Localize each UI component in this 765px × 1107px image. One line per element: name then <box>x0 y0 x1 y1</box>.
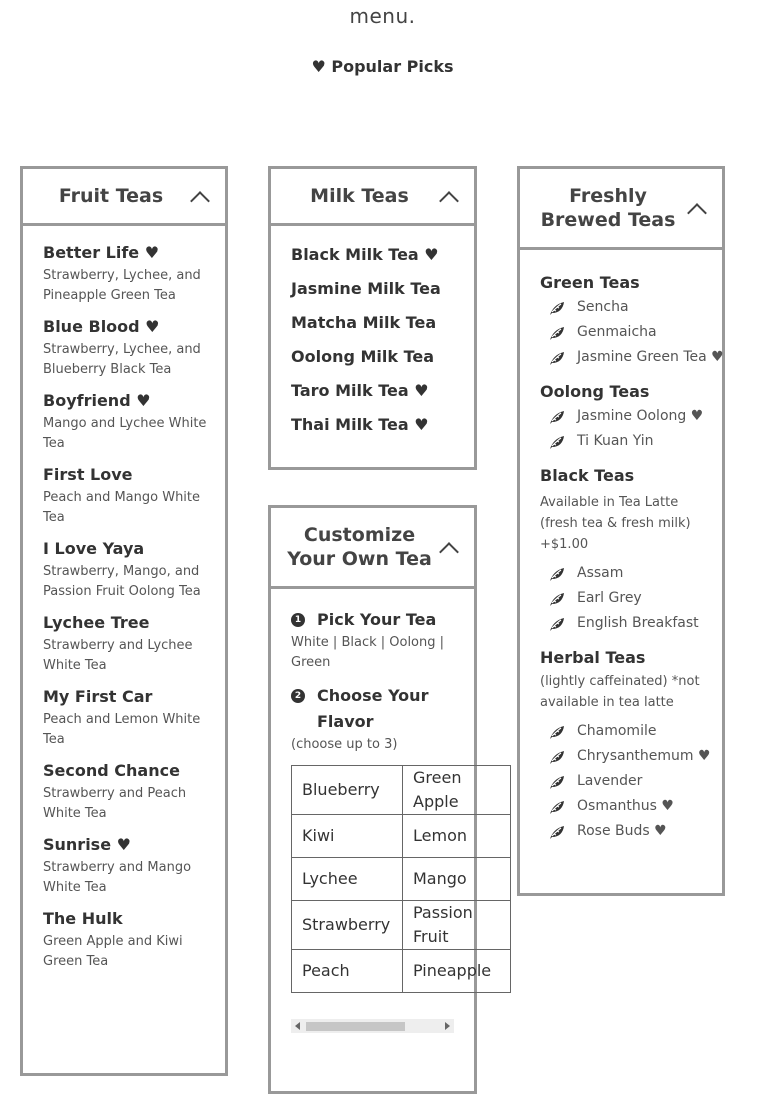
flavor-cell[interactable]: Blueberry <box>292 766 403 815</box>
tea-item[interactable] <box>540 587 708 612</box>
flavor-cell[interactable]: Green Apple <box>403 766 511 815</box>
item-name: Boyfriend ♥ <box>43 391 151 410</box>
tea-name: Osmanthus ♥ <box>577 798 674 814</box>
milk-teas-title: Milk Teas <box>310 185 409 207</box>
tea-name: Earl Grey <box>577 590 642 606</box>
tea-item[interactable] <box>540 795 708 820</box>
item-description: Strawberry and Mango White Tea <box>43 860 192 895</box>
fruit-tea-item[interactable] <box>43 465 207 528</box>
step-number-badge: 1 <box>291 613 305 627</box>
item-name: Better Life ♥ <box>43 243 160 262</box>
flavor-cell[interactable]: Lemon <box>403 815 511 858</box>
leaf-icon <box>549 409 565 425</box>
item-description: Strawberry, Mango, and Passion Fruit Oolong Tea <box>43 564 201 599</box>
tea-name: Chamomile <box>577 723 657 739</box>
table-row <box>292 766 511 815</box>
table-row <box>292 815 511 858</box>
fruit-teas-list <box>23 226 225 972</box>
fruit-tea-item[interactable] <box>43 687 207 750</box>
flavor-cell[interactable]: Peach <box>292 950 403 993</box>
leaf-icon <box>549 325 565 341</box>
item-name: Sunrise ♥ <box>43 835 131 854</box>
leaf-icon <box>549 724 565 740</box>
tea-item[interactable] <box>540 745 711 770</box>
customize-header[interactable] <box>271 508 474 589</box>
customize-title: Customize Your Own Tea <box>287 524 432 570</box>
item-name: Blue Blood ♥ <box>43 317 160 336</box>
fruit-tea-item[interactable] <box>43 317 207 380</box>
leaf-icon <box>549 350 565 366</box>
herbal-teas-heading: Herbal Teas <box>540 648 646 667</box>
tea-name: Assam <box>577 565 624 581</box>
item-description: Green Apple and Kiwi Green Tea <box>43 934 183 969</box>
tea-item[interactable] <box>540 612 708 637</box>
fruit-tea-item[interactable] <box>43 243 207 306</box>
leaf-icon <box>549 434 565 450</box>
fruit-tea-item[interactable] <box>43 909 207 972</box>
step-choose-flavor <box>291 683 456 735</box>
flavor-table-scroll[interactable] <box>291 765 492 993</box>
tea-item[interactable] <box>540 820 708 845</box>
leaf-icon <box>549 799 565 815</box>
customize-panel <box>268 505 492 1094</box>
step-title: Choose Your Flavor <box>317 686 429 731</box>
chevron-up-icon[interactable] <box>439 191 459 211</box>
leaf-icon <box>549 300 565 316</box>
oolong-teas-heading: Oolong Teas <box>540 382 650 401</box>
item-name: The Hulk <box>43 909 123 928</box>
tea-item[interactable] <box>540 720 708 745</box>
popular-picks-legend: ♥ Popular Picks <box>311 57 454 76</box>
tea-name: Lavender <box>577 773 643 789</box>
tea-item[interactable] <box>540 321 708 346</box>
freshly-brewed-title: Freshly Brewed Teas <box>540 185 676 231</box>
flavor-cell[interactable]: Strawberry <box>292 901 403 950</box>
milk-tea-item[interactable]: Thai Milk Tea ♥ <box>291 415 429 434</box>
oolong-teas-list <box>540 405 708 455</box>
freshly-brewed-body <box>520 250 722 845</box>
fruit-tea-item[interactable] <box>43 391 207 454</box>
leaf-icon <box>549 774 565 790</box>
flavor-table <box>291 765 511 993</box>
flavor-cell[interactable]: Pineapple <box>403 950 511 993</box>
leaf-icon <box>549 591 565 607</box>
green-teas-heading: Green Teas <box>540 273 640 292</box>
item-description: Peach and Lemon White Tea <box>43 712 201 747</box>
step-subtitle: White | Black | Oolong | Green <box>291 635 445 670</box>
freshly-brewed-panel <box>517 166 725 896</box>
item-description: Strawberry and Peach White Tea <box>43 786 187 821</box>
step-subtitle: (choose up to 3) <box>291 737 398 752</box>
black-teas-heading: Black Teas <box>540 466 635 485</box>
leaf-icon <box>549 749 565 765</box>
tea-name: Chrysanthemum ♥ <box>577 748 711 764</box>
tea-name: English Breakfast <box>577 615 699 631</box>
tea-item[interactable] <box>540 346 724 371</box>
milk-tea-item[interactable]: Jasmine Milk Tea <box>291 279 441 298</box>
herbal-teas-note: (lightly caffeinated) *not available in tea latte <box>540 674 700 710</box>
leaf-icon <box>549 566 565 582</box>
item-description: Strawberry and Lychee White Tea <box>43 638 193 673</box>
table-row <box>292 858 511 901</box>
flavor-cell[interactable]: Lychee <box>292 858 403 901</box>
green-teas-list <box>540 296 724 371</box>
black-teas-list <box>540 562 708 637</box>
scrollbar-thumb[interactable] <box>306 1022 405 1031</box>
herbal-teas-list <box>540 720 711 845</box>
leaf-icon <box>549 824 565 840</box>
fruit-tea-item[interactable] <box>43 613 207 676</box>
freshly-brewed-header[interactable] <box>520 169 722 250</box>
tea-item[interactable] <box>540 562 708 587</box>
fruit-tea-item[interactable] <box>43 761 207 824</box>
scroll-left-icon[interactable] <box>295 1022 300 1030</box>
tea-name: Jasmine Green Tea ♥ <box>577 349 724 365</box>
black-teas-note: Available in Tea Latte (fresh tea & fresh milk) +$1.00 <box>540 495 691 552</box>
item-name: First Love <box>43 465 133 484</box>
flavor-cell[interactable]: Mango <box>403 858 511 901</box>
step-title: Pick Your Tea <box>317 610 437 629</box>
leaf-icon <box>549 616 565 632</box>
tea-name: Sencha <box>577 299 629 315</box>
item-description: Strawberry, Lychee, and Pineapple Green Tea <box>43 268 201 303</box>
flavor-cell[interactable]: Kiwi <box>292 815 403 858</box>
item-description: Strawberry, Lychee, and Blueberry Black Tea <box>43 342 201 377</box>
step-number-badge: 2 <box>291 689 305 703</box>
horizontal-scrollbar[interactable] <box>291 1019 454 1033</box>
item-name: My First Car <box>43 687 153 706</box>
tea-name: Jasmine Oolong ♥ <box>577 408 704 424</box>
milk-teas-header[interactable] <box>271 169 474 226</box>
step-pick-tea <box>291 607 456 633</box>
tea-item[interactable] <box>540 405 708 430</box>
fruit-tea-item[interactable] <box>43 835 207 898</box>
tea-name: Genmaicha <box>577 324 657 340</box>
fruit-teas-panel <box>20 166 228 1076</box>
tea-item[interactable] <box>540 430 708 455</box>
item-name: Second Chance <box>43 761 180 780</box>
tea-name: Ti Kuan Yin <box>577 433 654 449</box>
tea-item[interactable] <box>540 296 708 321</box>
milk-teas-list <box>271 226 474 435</box>
milk-tea-item[interactable]: Matcha Milk Tea <box>291 313 437 332</box>
milk-tea-item[interactable]: Black Milk Tea ♥ <box>291 245 439 264</box>
tea-item[interactable] <box>540 770 708 795</box>
table-row <box>292 950 511 993</box>
tea-name: Rose Buds ♥ <box>577 823 667 839</box>
intro-text: menu. <box>349 4 416 28</box>
milk-tea-item[interactable]: Oolong Milk Tea <box>291 347 435 366</box>
scroll-right-icon[interactable] <box>445 1022 450 1030</box>
item-name: Lychee Tree <box>43 613 150 632</box>
fruit-tea-item[interactable] <box>43 539 207 602</box>
table-row <box>292 901 511 950</box>
milk-teas-panel <box>268 166 477 470</box>
milk-tea-item[interactable]: Taro Milk Tea ♥ <box>291 381 429 400</box>
item-description: Peach and Mango White Tea <box>43 490 201 525</box>
fruit-teas-title: Fruit Teas <box>58 185 164 207</box>
customize-body <box>271 589 492 1033</box>
chevron-up-icon[interactable] <box>190 191 210 211</box>
item-name: I Love Yaya <box>43 539 145 558</box>
item-description: Mango and Lychee White Tea <box>43 416 207 451</box>
flavor-cell[interactable]: Passion Fruit <box>403 901 511 950</box>
fruit-teas-header[interactable] <box>23 169 225 226</box>
